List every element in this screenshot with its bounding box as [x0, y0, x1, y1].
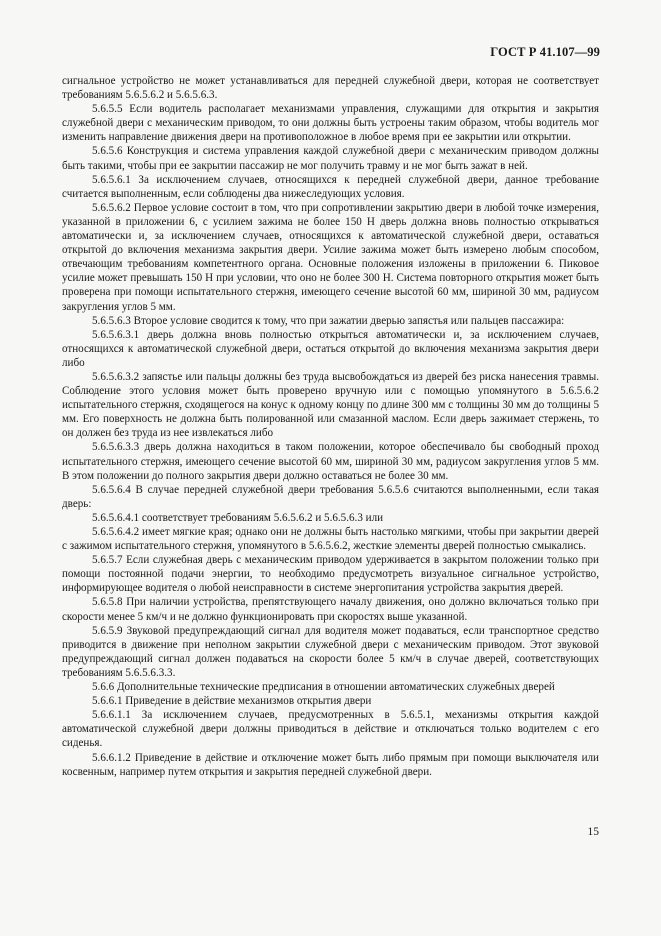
paragraph: 5.6.5.7 Если служебная дверь с механическим приводом удерживается в закрытом положении только при помощи постоянной подачи энергии, то необходимо предусмотреть визуальное сигнальное устройство, информирующее водителя о любой неисправности в системе энергопитания устройства закрытия дверей. — [62, 554, 599, 595]
body-text — [62, 74, 599, 779]
paragraph: 5.6.5.6.4.1 соответствует требованиям 5.6.5.6.2 и 5.6.5.6.3 или — [92, 511, 384, 524]
paragraph: 5.6.5.6.3 Второе условие сводится к тому, что при зажатии дверью запястья или пальцев пассажира: — [92, 314, 565, 327]
paragraph: 5.6.5.6 Конструкция и система управления каждой служебной двери с механическим приводом должны быть такими, чтобы при ее закрытии пассажир не мог получить травму и не мог быть зажат в ней. — [62, 145, 599, 172]
paragraph: сигнальное устройство не может устанавливаться для передней служебной двери, которая не соответствует требованиям 5.6.5.6.2 и 5.6.5.6.3. — [62, 75, 599, 102]
paragraph: 5.6.5.6.3.1 дверь должна вновь полностью открыться автоматически и, за исключением случаев, относящихся к автоматической служебной двери, остаться открытой до включения механизма закрытия двери либо — [62, 328, 599, 369]
paragraph: 5.6.5.6.4.2 имеет мягкие края; однако они не должны быть настолько мягкими, чтобы при закрытии дверей с зажимом испытательного стержня, упомянутого в 5.6.5.6.2, жесткие элементы дверей полностью смыкались. — [62, 526, 599, 553]
paragraph: 5.6.6.1 Приведение в действие механизмов открытия двери — [92, 695, 372, 708]
paragraph: 5.6.5.6.1 За исключением случаев, относящихся к передней служебной двери, данное требование считается выполненным, если соблюдены два нижеследующих условия. — [62, 173, 599, 200]
paragraph: 5.6.6.1.1 За исключением случаев, предусмотренных в 5.6.5.1, механизмы открытия каждой автоматической служебной двери должны приводиться в действие и отключаться только водителем с его сиденья. — [62, 709, 599, 750]
paragraph: 5.6.5.6.2 Первое условие состоит в том, что при сопротивлении закрытию двери в любой точке измерения, указанной в приложении 6, с усилием зажима не более 150 Н дверь должна вновь полностью открываться автоматически и, за исключением случаев, относящихся к автоматической служебной двери, оставаться открытой до включения механизма закрытия двери. Усилие зажима может быть измерено любым способом, отвечающим требованиям компетентного органа. Основные положения изложены в приложении 6. Пиковое усилие может превышать 150 Н при условии, что оно не более 300 Н. Система повторного открытия может быть проверена при помощи испытательного стержня, имеющего сечение высотой 60 мм, шириной 30 мм, радиусом закругления углов 5 мм. — [62, 201, 599, 313]
paragraph: 5.6.6 Дополнительные технические предписания в отношении автоматических служебных дверей — [92, 681, 555, 694]
paragraph: 5.6.5.9 Звуковой предупреждающий сигнал для водителя может подаваться, если транспортное средство приводится в движение при неполном закрытии служебной двери с механическим приводом. Этот звуковой предупреждающий сигнал должен подаваться на скорости более 5 км/ч в случае дверей, соответствующих требованиям 5.6.5.6.3.3. — [62, 624, 599, 679]
standard-header: ГОСТ Р 41.107—99 — [490, 45, 600, 59]
paragraph: 5.6.5.6.4 В случае передней служебной двери требования 5.6.5.6 считаются выполненными, если такая дверь: — [62, 483, 599, 510]
paragraph: 5.6.5.8 При наличии устройства, препятствующего началу движения, оно должно включаться только при скорости менее 5 км/ч и не должно функционировать при скоростях выше указанной. — [62, 596, 599, 623]
paragraph: 5.6.6.1.2 Приведение в действие и отключение может быть либо прямым при помощи выключателя или косвенным, например путем открытия и закрытия передней служебной двери. — [62, 751, 599, 778]
page-number: 15 — [587, 826, 599, 838]
paragraph: 5.6.5.6.3.3 дверь должна находиться в таком положении, которое обеспечивало бы свободный проход испытательного стержня, имеющего сечение высотой 60 мм, шириной 30 мм, радиусом закругления углов 5 мм. В этом положении до полного закрытия двери должно оставаться не более 30 мм. — [62, 441, 599, 482]
paragraph: 5.6.5.6.3.2 запястье или пальцы должны без труда высвобождаться из дверей без риска нанесения травмы. Соблюдение этого условия может быть проверено вручную или с помощью упомянутого в 5.6.5.6.2 испытательного стержня, сходящегося на конус к одному концу по длине 300 мм с толщины 30 мм до толщины 5 мм. Его поверхность не должна быть полированной или смазанной маслом. Если дверь зажимает стержень, то он должен без труда из нее извлекаться либо — [62, 370, 599, 440]
paragraph: 5.6.5.5 Если водитель располагает механизмами управления, служащими для открытия и закрытия служебной двери с механическим приводом, то они должны быть устроены таким образом, чтобы водитель мог изменить направление движения двери на противоположное в любое время при ее закрытии или открытии. — [62, 103, 599, 144]
